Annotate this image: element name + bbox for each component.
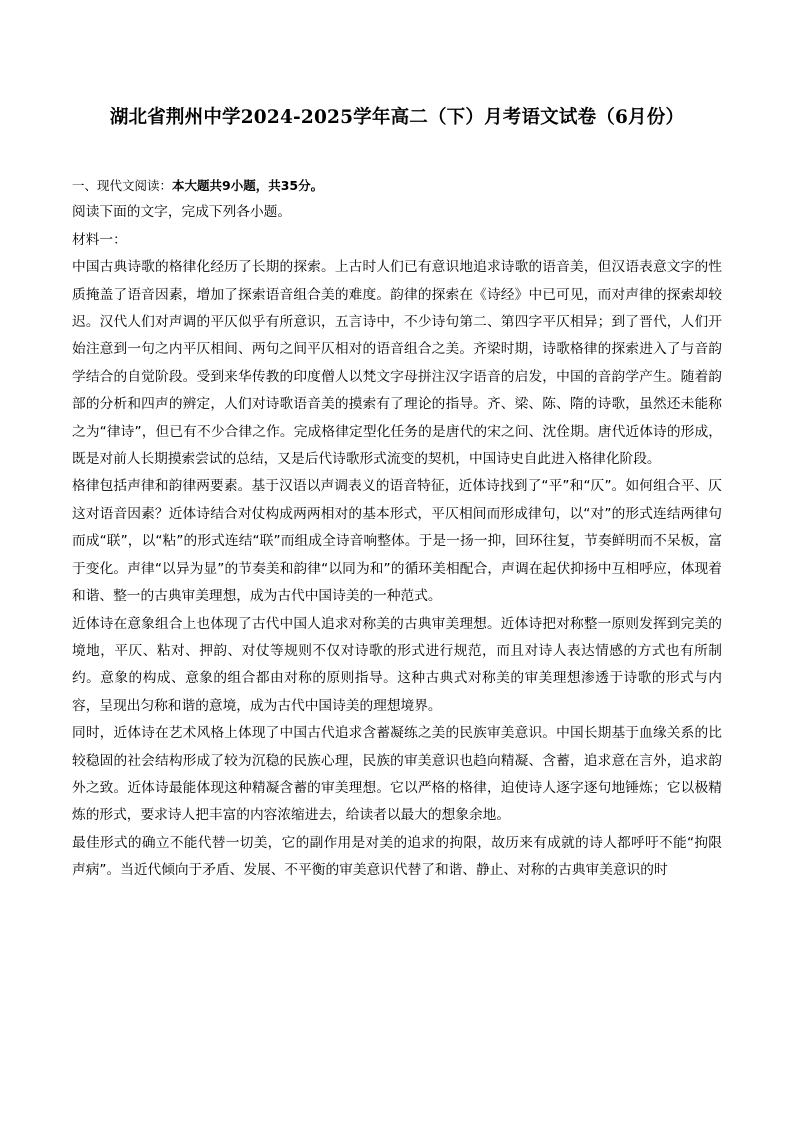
section-description: 本大题共9小题，共35分。 <box>172 178 324 193</box>
paragraph-3: 近体诗在意象组合上也体现了古代中国人追求对称美的古典审美理想。近体诗把对称整一原则发挥到完美的境地，平仄、粘对、押韵、对仗等规则不仅对诗歌的形式进行规范，而且对诗人表达情感的方式也有所制约。意象的构成、意象的组合都由对称的原则指导。这种古典式对称美的审美理想渗透于诗歌的形式与内容，呈现出匀称和谐的意境，成为古代中国诗美的理想境界。 <box>72 615 722 714</box>
section-label: 一、现代文阅读： <box>72 178 173 193</box>
instruction-text: 阅读下面的文字，完成下列各小题。 <box>72 204 292 221</box>
paragraph-5: 最佳形式的确立不能代替一切美，它的副作用是对美的追求的拘限，故历来有成就的诗人都呼吁不能“拘限声病”。当近代倾向于矛盾、发展、不平衡的审美意识代替了和谐、静止、对称的古典审美意识的时 <box>72 834 722 879</box>
paragraph-4: 同时，近体诗在艺术风格上体现了中国古代追求含蓄凝练之美的民族审美意识。中国长期基于血缘关系的比较稳固的社会结构形成了较为沉稳的民族心理，民族的审美意识也趋向精凝、含蓄，追求意在言外，追求韵外之致。近体诗最能体现这种精凝含蓄的审美理想。它以严格的格律，迫使诗人逐字逐句地锤炼；它以极精炼的形式，要求诗人把丰富的内容浓缩进去，给读者以最大的想象余地。 <box>72 725 722 824</box>
paragraph-2: 格律包括声律和韵律两要素。基于汉语以声调表义的语音特征，近体诗找到了“平”和“仄”。如何组合平、仄这对语音因素？近体诗结合对仗构成两两相对的基本形式，平仄相间而形成律句，以“对”的形式连结两律句而成“联”，以“粘”的形式连结“联”而组成全诗音响整体。于是一扬一抑，回环往复，节奏鲜明而不呆板，富于变化。声律“以异为显”的节奏美和韵律“以同为和”的循环美相配合，声调在起伏抑扬中互相呼应，体现着和谐、整一的古典审美理想，成为古代中国诗美的一种范式。 <box>72 478 722 605</box>
section-heading <box>72 172 722 199</box>
material-label: 材料一： <box>72 231 127 248</box>
document-title: 湖北省荆州中学2024-2025学年高二（下）月考语文试卷（6月份） <box>109 107 685 128</box>
paragraph-1: 中国古典诗歌的格律化经历了长期的探索。上古时人们已有意识地追求诗歌的语音美，但汉语表意文字的性质掩盖了语音因素，增加了探索语音组合美的难度。韵律的探索在《诗经》中已可见，而对声律的探索却较迟。汉代人们对声调的平仄似乎有所意识，五言诗中，不少诗句第二、第四字平仄相异；到了晋代，人们开始注意到一句之内平仄相间、两句之间平仄相对的语音组合之美。齐梁时期，诗歌格律的探索进入了与音韵学结合的自觉阶段。受到来华传教的印度僧人以梵文字母拼注汉字语音的启发，中国的音韵学产生。随着韵部的分析和四声的辨定，人们对诗歌语音美的摸索有了理论的指导。齐、梁、陈、隋的诗歌，虽然还未能称之为“律诗”，但已有不少合律之作。完成格律定型化任务的是唐代的宋之问、沈佺期。唐代近体诗的形成，既是对前人长期摸索尝试的总结，又是后代诗歌形式流变的契机，中国诗史自此进入格律化阶段。 <box>72 259 722 468</box>
document-body <box>72 172 722 885</box>
